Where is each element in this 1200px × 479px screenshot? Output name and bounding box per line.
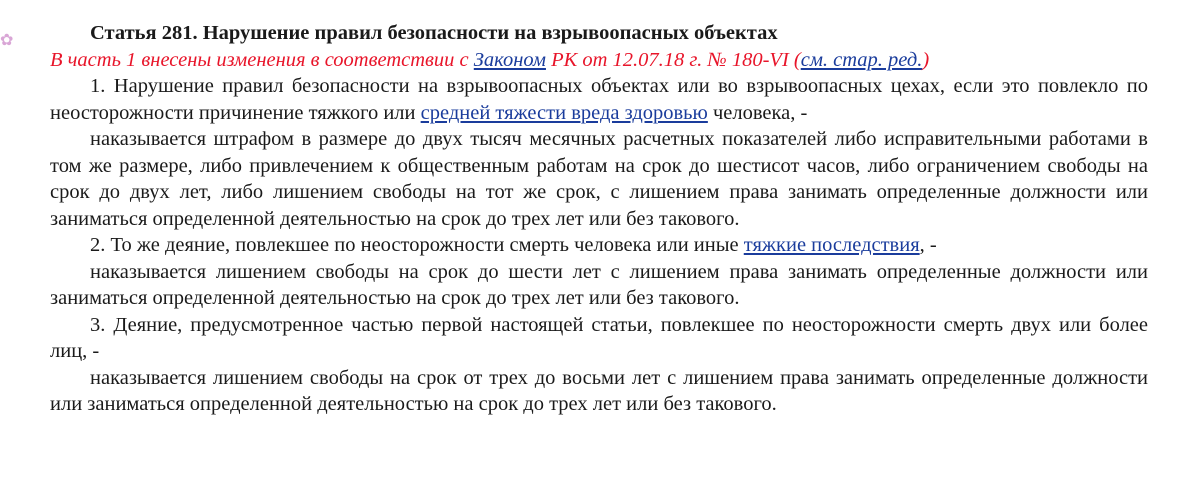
part-2-text: 2. То же деяние, повлекшее по неосторожности смерть человека или иные bbox=[90, 234, 744, 256]
part-3-penalty: наказывается лишением свободы на срок от трех до восьми лет с лишением права занимать определенные должности или заниматься определенной деятельностью на срок до трех лет или без такового. bbox=[50, 366, 1148, 415]
part-1-penalty: наказывается штрафом в размере до двух тысяч месячных расчетных показателей либо исправительными работами в том же размере, либо привлечением к общественным работам на срок до шестисот часов, либо ограничением свободы на срок до двух лет, либо лишением свободы на тот же срок, с лишением права занимать определенные должности или заниматься определенной деятельностью на срок до трех лет или без такового. bbox=[50, 128, 1148, 230]
amendment-note-prefix: В часть 1 внесены изменения в соответствии с bbox=[50, 48, 474, 71]
part-1-text-end: человека, - bbox=[707, 101, 808, 124]
part-1-disposition bbox=[50, 73, 1148, 126]
article-title: Статья 281. Нарушение правил безопасности на взрывоопасных объектах bbox=[90, 22, 778, 44]
article-body bbox=[50, 20, 1148, 418]
grave-consequences-link[interactable]: тяжкие последствия bbox=[743, 234, 920, 256]
amendment-note-middle: РК от 12.07.18 г. № 180-VI ( bbox=[545, 48, 801, 71]
part-3-disposition: 3. Деяние, предусмотренное частью первой настоящей статьи, повлекшее по неосторожности смерть двух или более лиц, - bbox=[50, 313, 1148, 362]
part-2-text-end: , - bbox=[919, 234, 937, 256]
law-link[interactable]: Законом bbox=[473, 48, 546, 71]
part-1-text: 1. Нарушение правил безопасности на взрывоопасных объектах или во взрывоопасных цехах, если это повлекло по неосторожности причинение тяжкого или bbox=[50, 75, 1148, 124]
amendment-note-suffix: ) bbox=[922, 48, 930, 71]
moderate-harm-link[interactable]: средней тяжести вреда здоровью bbox=[420, 101, 708, 124]
part-2-penalty: наказывается лишением свободы на срок до шести лет с лишением права занимать определенные должности или заниматься определенной деятельностью на срок до трех лет или без такового. bbox=[50, 260, 1148, 309]
part-2-disposition bbox=[50, 232, 1148, 259]
amendment-note bbox=[50, 47, 1148, 74]
old-edition-link[interactable]: см. стар. ред. bbox=[800, 48, 923, 71]
margin-marker-icon: ✿ bbox=[0, 30, 14, 49]
